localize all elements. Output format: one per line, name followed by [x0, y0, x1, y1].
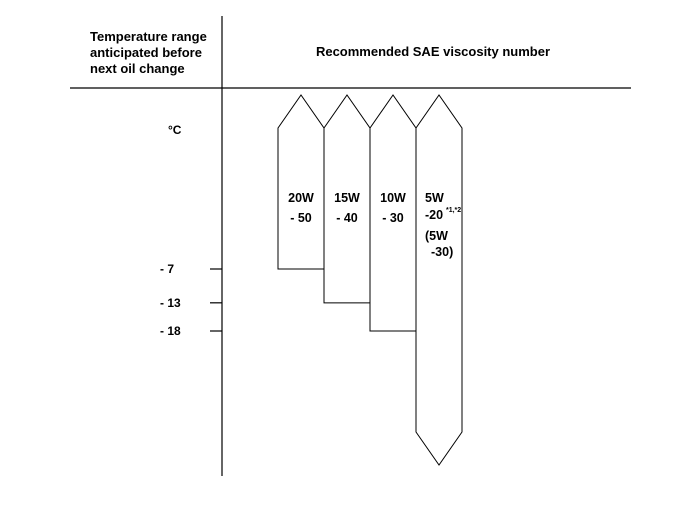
unit-label: °C [168, 123, 182, 137]
viscosity-range-arrow [416, 95, 462, 465]
viscosity-grade-label: 5W [425, 191, 444, 205]
viscosity-grade-label: - 30 [382, 211, 404, 225]
left-header-line-3: next oil change [90, 61, 185, 76]
right-header-title: Recommended SAE viscosity number [315, 44, 551, 59]
tick-label: - 7 [160, 262, 175, 276]
tick-label: - 13 [160, 295, 181, 310]
temperature-ticks [160, 262, 222, 338]
viscosity-grade-label: - 50 [290, 211, 312, 225]
viscosity-range-arrow [278, 95, 324, 269]
viscosity-grades [278, 95, 462, 465]
left-header-line-1: Temperature range [90, 29, 207, 44]
viscosity-grade-label: 20W [288, 191, 314, 205]
viscosity-grade-label: 10W [380, 191, 406, 205]
viscosity-grade-label: - 40 [336, 211, 358, 225]
left-header-line-2: anticipated before [90, 45, 202, 60]
tick-label: - 18 [160, 324, 181, 338]
viscosity-grade-label: -30) [431, 245, 454, 259]
header [90, 29, 550, 76]
footnote-marker: *1,*2 [446, 207, 462, 214]
viscosity-grade-label: -20 [425, 208, 444, 222]
viscosity-grade-label: (5W [425, 229, 448, 243]
viscosity-grade-label: 15W [334, 191, 360, 205]
